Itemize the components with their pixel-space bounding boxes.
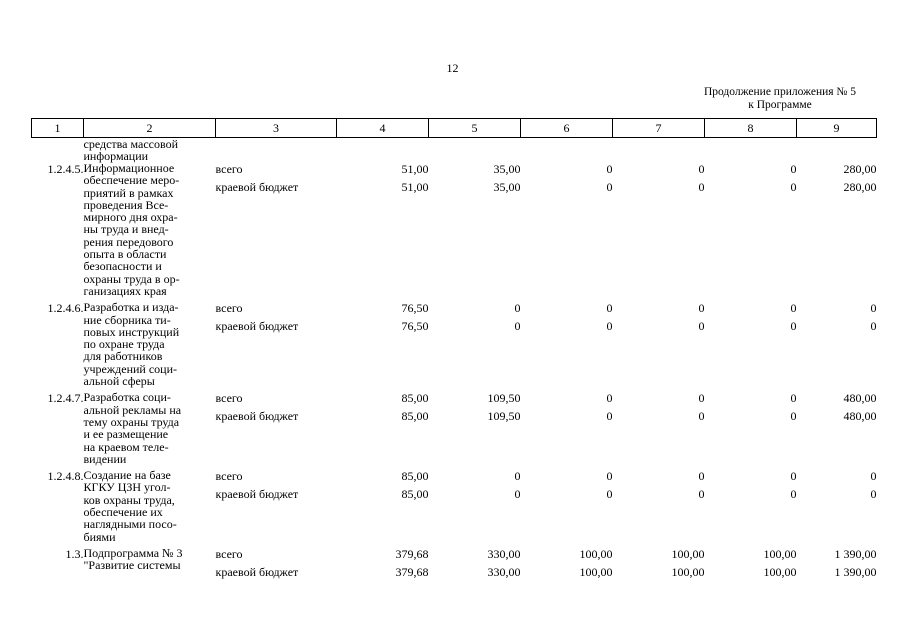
row-name-line: безопасности и <box>83 259 162 274</box>
column-header: 1 <box>32 119 84 138</box>
amount-cell: 0 <box>606 409 613 424</box>
column-header: 9 <box>797 119 877 138</box>
amount-cell: 330,00 <box>487 546 521 561</box>
budget-table <box>31 118 877 583</box>
row-name-line: наглядными посо- <box>83 517 177 532</box>
amount-cell: 85,00 <box>401 409 429 424</box>
amount-cell: 85,00 <box>401 391 429 406</box>
amount-cell: 0 <box>870 319 877 334</box>
amount-cell: 0 <box>514 487 521 502</box>
amount-cell: 0 <box>514 469 521 484</box>
row-name-line: Создание на базе <box>83 468 171 483</box>
row-name-line: биями <box>83 529 116 544</box>
table-row <box>32 162 877 297</box>
amount-cell: 35,00 <box>493 162 521 176</box>
amount-cell: 0 <box>698 162 705 176</box>
funding-source: краевой бюджет <box>215 409 299 424</box>
column-header: 5 <box>429 119 521 138</box>
amount-cell: 0 <box>790 180 797 194</box>
funding-source: всего <box>215 546 243 561</box>
row-code: 1.2.4.5. <box>47 162 84 176</box>
amount-cell: 0 <box>790 487 797 502</box>
funding-source: всего <box>215 391 243 406</box>
amount-cell: 85,00 <box>401 469 429 484</box>
amount-cell: 85,00 <box>401 487 429 502</box>
row-name-line: приятий в рамках <box>83 185 174 200</box>
row-name-line: повых инструкций <box>83 324 180 339</box>
amount-cell: 0 <box>790 409 797 424</box>
amount-cell: 0 <box>870 301 877 316</box>
row-name-line: ние сборника ти- <box>83 312 171 327</box>
row-name-line: и ее размещение <box>83 427 169 442</box>
carryover-line: средства массовой <box>83 137 178 151</box>
amount-cell: 480,00 <box>843 391 877 406</box>
amount-cell: 35,00 <box>493 180 521 194</box>
row-name-line: ков охраны труда, <box>83 492 175 507</box>
amount-cell: 0 <box>698 487 705 502</box>
amount-cell: 0 <box>606 301 613 316</box>
row-name-line: Разработка соци- <box>83 390 171 405</box>
row-code: 1.3. <box>65 546 84 561</box>
amount-cell: 0 <box>606 162 613 176</box>
amount-cell: 0 <box>698 409 705 424</box>
amount-cell: 0 <box>790 301 797 316</box>
amount-cell: 76,50 <box>401 319 429 334</box>
amount-cell: 100,00 <box>579 546 613 561</box>
amount-cell: 480,00 <box>843 409 877 424</box>
funding-source: всего <box>215 301 243 316</box>
funding-source: краевой бюджет <box>215 487 299 502</box>
funding-source: всего <box>215 162 243 176</box>
funding-source: краевой бюджет <box>215 180 299 194</box>
amount-cell: 0 <box>698 301 705 316</box>
amount-cell: 280,00 <box>843 162 877 176</box>
amount-cell: 100,00 <box>671 564 705 579</box>
row-name-line: на краевом теле- <box>83 439 169 454</box>
row-name-line: "Развитие системы <box>83 558 181 573</box>
amount-cell: 0 <box>606 487 613 502</box>
carryover-row <box>32 138 877 163</box>
amount-cell: 0 <box>698 469 705 484</box>
row-name-line: мирного дня охра- <box>83 210 178 225</box>
amount-cell: 0 <box>698 319 705 334</box>
amount-cell: 76,50 <box>401 301 429 316</box>
row-name-line: видении <box>83 451 127 466</box>
table-row <box>32 301 877 387</box>
row-code: 1.2.4.8. <box>47 469 84 484</box>
row-name-line: Информационное <box>83 161 175 175</box>
funding-source: краевой бюджет <box>215 319 299 334</box>
amount-cell: 0 <box>606 469 613 484</box>
row-code: 1.2.4.7. <box>47 391 84 406</box>
row-name-line: по охране труда <box>83 337 165 352</box>
amount-cell: 100,00 <box>763 564 797 579</box>
appendix-note-line2: к Программе <box>748 99 812 111</box>
appendix-note <box>680 86 880 112</box>
amount-cell: 51,00 <box>401 162 429 176</box>
amount-cell: 100,00 <box>671 546 705 561</box>
appendix-note-line1: Продолжение приложения № 5 <box>703 86 857 98</box>
column-header-row <box>32 119 877 138</box>
column-header: 7 <box>613 119 705 138</box>
row-code: 1.2.4.6. <box>47 301 84 316</box>
column-header: 3 <box>216 119 337 138</box>
row-name-line: КГКУ ЦЗН угол- <box>83 480 171 495</box>
amount-cell: 0 <box>514 301 521 316</box>
amount-cell: 0 <box>790 391 797 406</box>
funding-source: краевой бюджет <box>215 564 299 579</box>
amount-cell: 109,50 <box>487 409 521 424</box>
amount-cell: 330,00 <box>487 564 521 579</box>
table-row <box>32 469 877 543</box>
amount-cell: 0 <box>790 469 797 484</box>
amount-cell: 379,68 <box>395 564 429 579</box>
row-name-line: альной рекламы на <box>83 402 182 417</box>
row-name-line: опыта в области <box>83 247 167 262</box>
row-name-line: обеспечение их <box>83 505 163 520</box>
amount-cell: 100,00 <box>579 564 613 579</box>
carryover-line: информации <box>83 148 149 163</box>
row-name-line: Подпрограмма № 3 <box>83 545 183 560</box>
amount-cell: 1 390,00 <box>834 546 877 561</box>
row-name-line: проведения Все- <box>83 197 169 212</box>
column-header: 2 <box>84 119 216 138</box>
column-header: 8 <box>705 119 797 138</box>
amount-cell: 0 <box>790 319 797 334</box>
row-name-line: учреждений соци- <box>83 361 178 376</box>
row-name-line: Разработка и изда- <box>83 300 179 315</box>
row-name-line: ганизациях края <box>83 283 167 298</box>
amount-cell: 0 <box>698 391 705 406</box>
amount-cell: 51,00 <box>401 180 429 194</box>
amount-cell: 0 <box>698 180 705 194</box>
row-name-line: тему охраны труда <box>83 414 180 429</box>
table-row <box>32 391 877 465</box>
amount-cell: 0 <box>790 162 797 176</box>
amount-cell: 0 <box>514 319 521 334</box>
amount-cell: 109,50 <box>487 391 521 406</box>
row-name-line: охраны труда в ор- <box>83 271 180 286</box>
amount-cell: 379,68 <box>395 546 429 561</box>
funding-source: всего <box>215 469 243 484</box>
table-row <box>32 547 877 583</box>
amount-cell: 0 <box>606 391 613 406</box>
row-name-line: для работников <box>83 349 163 364</box>
column-header: 4 <box>337 119 429 138</box>
page-number: 12 <box>446 61 459 75</box>
amount-cell: 0 <box>870 487 877 502</box>
row-name-line: ны труда и внед- <box>83 222 169 237</box>
row-name-line: обеспечение меро- <box>83 173 180 188</box>
amount-cell: 0 <box>606 319 613 334</box>
amount-cell: 0 <box>870 469 877 484</box>
row-name-line: альной сферы <box>83 374 155 389</box>
amount-cell: 1 390,00 <box>834 564 877 579</box>
row-name-line: рения передового <box>83 234 174 249</box>
amount-cell: 280,00 <box>843 180 877 194</box>
amount-cell: 100,00 <box>763 546 797 561</box>
column-header: 6 <box>521 119 613 138</box>
amount-cell: 0 <box>606 180 613 194</box>
